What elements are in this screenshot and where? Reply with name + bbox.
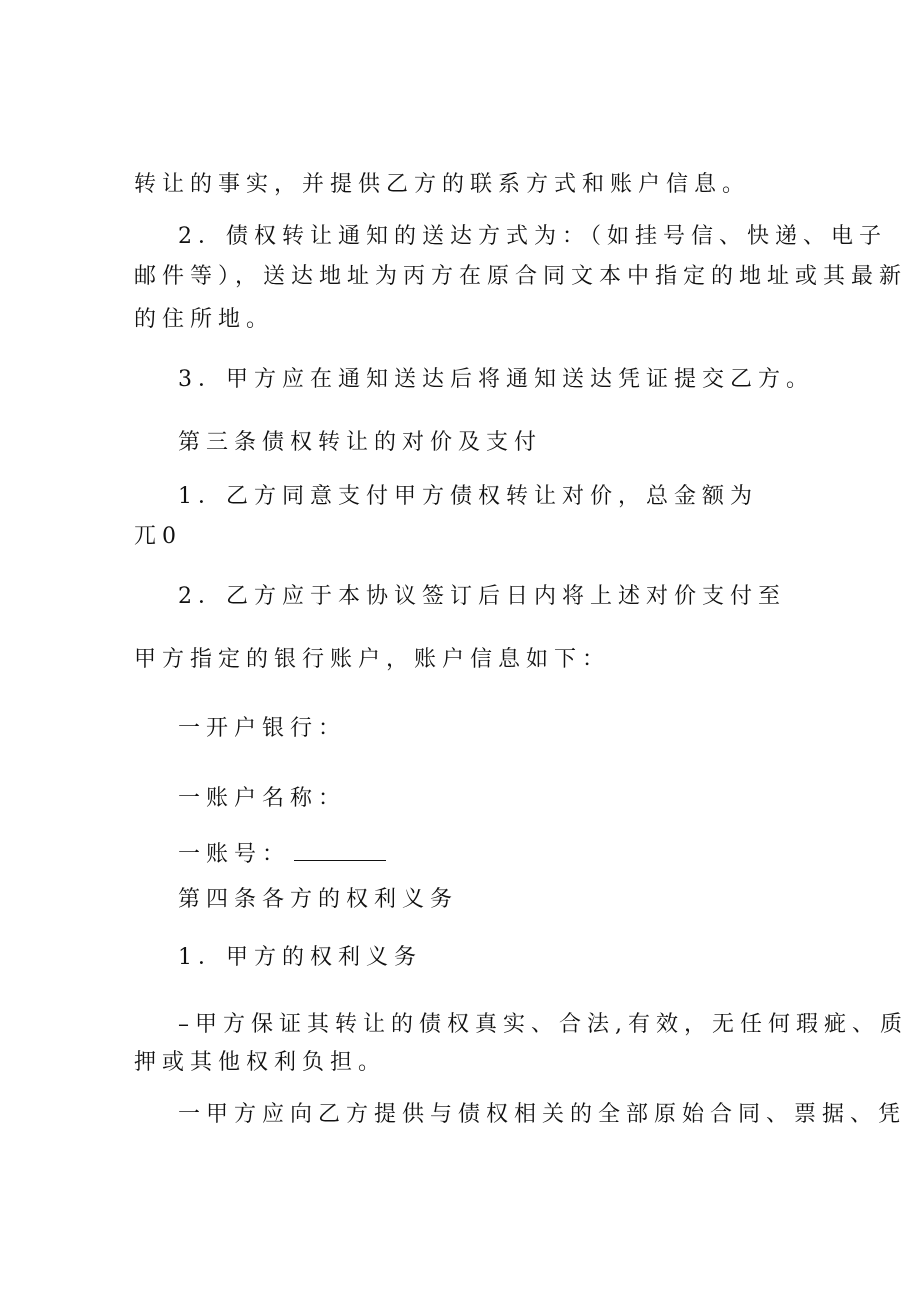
paragraph-line: 1．乙方同意支付甲方债权转让对价，总金额为 (178, 484, 758, 509)
account-number-label: 一账号： (178, 842, 291, 867)
account-number-blank (294, 840, 386, 861)
paragraph-line: 1．甲方的权利义务 (178, 945, 422, 970)
paragraph-line: –甲方保证其转让的债权真实、合法,有效，无任何瑕疵、质 (178, 1012, 908, 1037)
paragraph-line: 押或其他权利负担。 (134, 1050, 387, 1075)
paragraph-line: 2．债权转让通知的送达方式为：（如挂号信、快递、电子 (178, 224, 887, 249)
paragraph-line: 的住所地。 (134, 307, 275, 332)
paragraph-line: 邮件等），送达地址为丙方在原合同文本中指定的地址或其最新 (134, 264, 908, 289)
paragraph-line: 甲方指定的银行账户，账户信息如下： (134, 647, 611, 672)
account-number-line (178, 840, 386, 870)
section-heading: 第四条各方的权利义务 (178, 887, 459, 912)
section-heading: 第三条债权转让的对价及支付 (178, 430, 543, 455)
paragraph-line: 兀0 (134, 524, 182, 549)
paragraph-line: 一甲方应向乙方提供与债权相关的全部原始合同、票据、凭 (178, 1102, 907, 1127)
account-name-line: 一账户名称： (178, 786, 347, 811)
bank-field-line: 一开户银行： (178, 716, 347, 741)
paragraph-line: 转让的事实，并提供乙方的联系方式和账户信息。 (134, 172, 751, 197)
paragraph-line: 3．甲方应在通知送达后将通知送达凭证提交乙方。 (178, 367, 814, 392)
paragraph-line: 2．乙方应于本协议签订后日内将上述对价支付至 (178, 584, 786, 609)
